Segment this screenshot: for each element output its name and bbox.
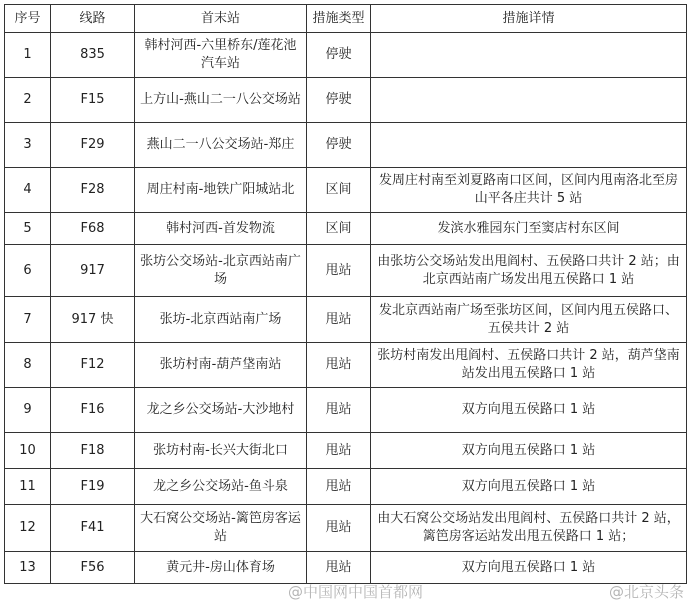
table-header [5,5,687,33]
header-detail: 措施详情 [371,5,687,33]
row-line: 917 [51,245,135,297]
row-no: 8 [5,343,51,388]
table-row [5,33,687,78]
row-no: 5 [5,213,51,245]
row-line: F29 [51,123,135,168]
row-no: 7 [5,297,51,343]
table-row [5,123,687,168]
row-line: F16 [51,388,135,433]
table-row [5,168,687,213]
row-terminals: 韩村河西-首发物流 [135,213,307,245]
row-terminals: 黄元井-房山体育场 [135,552,307,584]
row-no: 1 [5,33,51,78]
row-detail: 由张坊公交场站发出甩阎村、五侯路口共计 2 站；由北京西站南广场发出甩五侯路口 1 站 [371,245,687,297]
row-no: 9 [5,388,51,433]
row-line: F19 [51,469,135,505]
row-terminals: 龙之乡公交场站-鱼斗泉 [135,469,307,505]
row-type: 停驶 [307,78,371,123]
row-line: F41 [51,505,135,552]
row-terminals: 大石窝公交场站-篱笆房客运站 [135,505,307,552]
row-terminals: 张坊-北京西站南广场 [135,297,307,343]
row-type: 甩站 [307,433,371,469]
row-no: 4 [5,168,51,213]
table-row [5,343,687,388]
table-row [5,469,687,505]
row-type: 甩站 [307,388,371,433]
row-no: 13 [5,552,51,584]
row-type: 甩站 [307,297,371,343]
row-no: 12 [5,505,51,552]
row-terminals: 张坊公交场站-北京西站南广场 [135,245,307,297]
row-type: 甩站 [307,343,371,388]
row-no: 11 [5,469,51,505]
row-detail [371,78,687,123]
row-type: 停驶 [307,123,371,168]
row-detail: 双方向甩五侯路口 1 站 [371,552,687,584]
row-detail: 双方向甩五侯路口 1 站 [371,469,687,505]
row-detail [371,123,687,168]
header-line: 线路 [51,5,135,33]
row-line: F18 [51,433,135,469]
row-detail: 发周庄村南至刘夏路南口区间，区间内甩南洛北至房山平各庄共计 5 站 [371,168,687,213]
table-row [5,388,687,433]
row-type: 甩站 [307,245,371,297]
row-detail: 双方向甩五侯路口 1 站 [371,388,687,433]
row-line: 835 [51,33,135,78]
row-detail: 发北京西站南广场至张坊区间，区间内甩五侯路口、五侯共计 2 站 [371,297,687,343]
table-row [5,297,687,343]
row-line: 917 快 [51,297,135,343]
row-detail: 发滨水雅园东门至窦店村东区间 [371,213,687,245]
table-row [5,245,687,297]
row-detail: 由大石窝公交场站发出甩阎村、五侯路口共计 2 站，篱笆房客运站发出甩五侯路口 1 站； [371,505,687,552]
row-terminals: 燕山二一八公交场站-郑庄 [135,123,307,168]
row-type: 甩站 [307,552,371,584]
watermark-source: @中国网中国首都网 [288,583,424,601]
row-detail: 双方向甩五侯路口 1 站 [371,433,687,469]
row-line: F56 [51,552,135,584]
table-row [5,552,687,584]
header-no: 序号 [5,5,51,33]
measures-table [4,4,687,584]
row-no: 10 [5,433,51,469]
row-terminals: 韩村河西-六里桥东/莲花池汽车站 [135,33,307,78]
row-type: 区间 [307,168,371,213]
row-no: 2 [5,78,51,123]
table-row [5,213,687,245]
watermark-brand: @北京头条 [608,583,684,601]
table-body [5,33,687,584]
row-terminals: 周庄村南-地铁广阳城站北 [135,168,307,213]
row-type: 甩站 [307,469,371,505]
table-row [5,505,687,552]
row-no: 6 [5,245,51,297]
header-type: 措施类型 [307,5,371,33]
row-line: F12 [51,343,135,388]
row-type: 甩站 [307,505,371,552]
row-no: 3 [5,123,51,168]
row-terminals: 龙之乡公交场站-大沙地村 [135,388,307,433]
row-terminals: 上方山-燕山二一八公交场站 [135,78,307,123]
table-row [5,78,687,123]
row-detail [371,33,687,78]
table-row [5,433,687,469]
row-line: F68 [51,213,135,245]
row-type: 停驶 [307,33,371,78]
row-line: F15 [51,78,135,123]
row-terminals: 张坊村南-葫芦垡南站 [135,343,307,388]
row-terminals: 张坊村南-长兴大街北口 [135,433,307,469]
row-type: 区间 [307,213,371,245]
header-terminals: 首末站 [135,5,307,33]
row-line: F28 [51,168,135,213]
row-detail: 张坊村南发出甩阎村、五侯路口共计 2 站，葫芦垡南站发出甩五侯路口 1 站 [371,343,687,388]
